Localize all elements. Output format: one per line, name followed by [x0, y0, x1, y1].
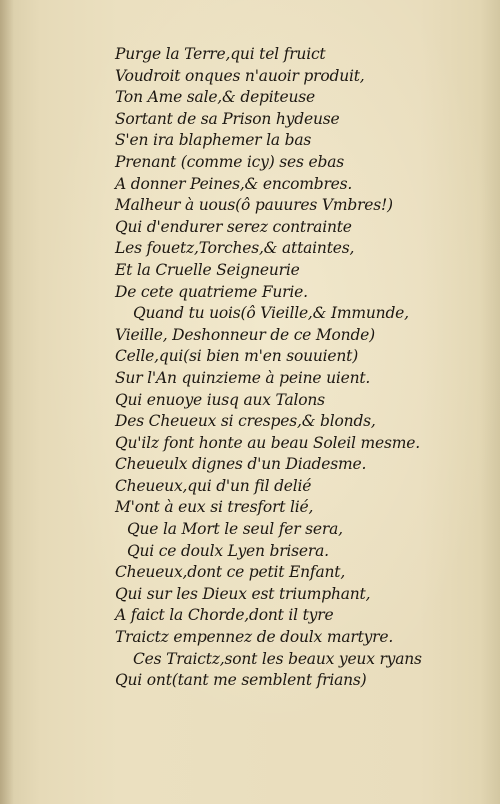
verse-line: Qui ont(tant me semblent frians) — [115, 671, 367, 690]
verse-line: A donner Peines,& encombres. — [115, 174, 353, 193]
verse-line: Cheueulx dignes d'un Diadesme. — [115, 455, 367, 474]
verse-line: Que la Mort le seul fer sera, — [127, 520, 343, 539]
verse-line: Qui enuoye iusq aux Talons — [115, 390, 325, 409]
verse-line: Vieille, Deshonneur de ce Monde) — [115, 325, 376, 344]
verse-line: Cheueux,dont ce petit Enfant, — [115, 563, 346, 582]
verse-line: Cheueux,qui d'un fil delié — [115, 476, 312, 495]
verse-line: Et la Cruelle Seigneurie — [115, 260, 300, 279]
verse-line: Prenant (comme icy) ses ebas — [115, 152, 344, 171]
gutter-shadow — [0, 0, 14, 804]
verse-line: De cete quatrieme Furie. — [115, 282, 308, 301]
verse-line: Ces Traictz,sont les beaux yeux ryans — [133, 649, 422, 668]
verse-line: M'ont à eux si tresfort lié, — [115, 498, 314, 517]
verse-line: Des Cheueux si crespes,& blonds, — [115, 412, 376, 431]
verse-line: Qui sur les Dieux est triumphant, — [115, 584, 371, 603]
verse-line: Purge la Terre,qui tel fruict — [115, 45, 326, 63]
verse-line: Ton Ame sale,& depiteuse — [115, 88, 316, 107]
verse-line: Qui d'endurer serez contrainte — [115, 217, 352, 236]
verse-line: Les fouetz,Torches,& attaintes, — [115, 239, 355, 258]
verse-line: A faict la Chorde,dont il tyre — [115, 606, 334, 625]
poem-verse — [115, 44, 495, 692]
verse-line: Celle,qui(si bien m'en souuient) — [115, 347, 359, 366]
verse-line: Malheur à uous(ô pauures Vmbres!) — [115, 196, 393, 215]
verse-line: Qu'ilz font honte au beau Soleil mesme. — [115, 433, 420, 452]
verse-line: Traictz empennez de doulx martyre. — [115, 628, 394, 647]
verse-line: Voudroit onques n'auoir produit, — [115, 66, 365, 85]
verse-line: Quand tu uois(ô Vieille,& Immunde, — [133, 304, 409, 323]
verse-line: Sur l'An quinzieme à peine uient. — [115, 368, 371, 387]
verse-line: S'en ira blaphemer la bas — [115, 131, 312, 150]
verse-line: Qui ce doulx Lyen brisera. — [127, 541, 329, 560]
verse-line: Sortant de sa Prison hydeuse — [115, 109, 340, 128]
